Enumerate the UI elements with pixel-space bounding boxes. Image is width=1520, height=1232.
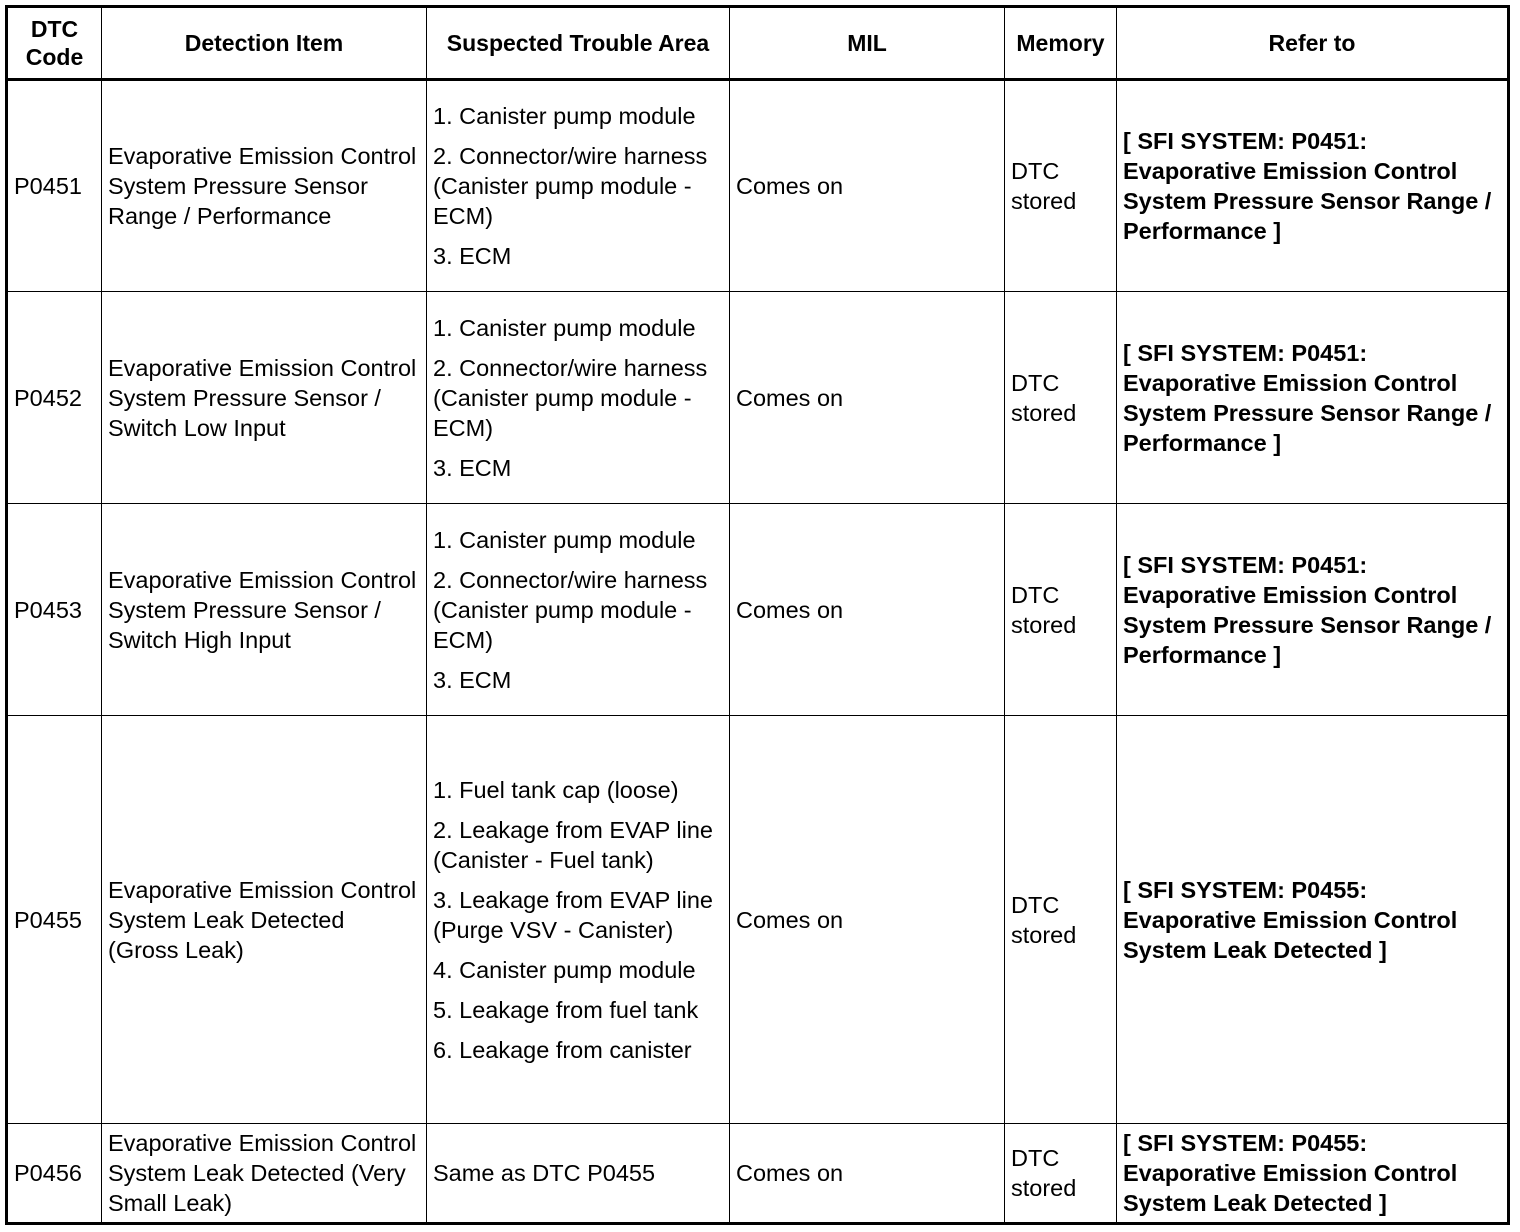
trouble-area-cell <box>427 1124 730 1224</box>
header-mil: MIL <box>730 7 1005 80</box>
trouble-area-item: Same as DTC P0455 <box>433 1160 656 1186</box>
trouble-area-list <box>433 525 723 695</box>
trouble-area-item: 2. Leakage from EVAP line (Canister - Fuel tank) <box>433 816 713 873</box>
table-row <box>7 716 1509 1124</box>
trouble-area-item: 1. Canister pump module <box>433 314 696 341</box>
header-row <box>7 7 1509 80</box>
trouble-area-item: 2. Connector/wire harness (Canister pump module - ECM) <box>433 566 708 653</box>
dtc-code-cell: P0451 <box>7 80 102 292</box>
trouble-area-item: 5. Leakage from fuel tank <box>433 996 699 1023</box>
dtc-code-cell: P0456 <box>7 1124 102 1224</box>
memory-cell: DTC stored <box>1005 80 1117 292</box>
trouble-area-item: 3. ECM <box>433 454 512 481</box>
table-row <box>7 292 1509 504</box>
trouble-area-item: 4. Canister pump module <box>433 956 696 983</box>
dtc-code-cell: P0455 <box>7 716 102 1124</box>
mil-cell: Comes on <box>730 292 1005 504</box>
refer-to-cell: [ SFI SYSTEM: P0455: Evaporative Emission Control System Leak Detected ] <box>1117 1124 1509 1224</box>
refer-to-cell: [ SFI SYSTEM: P0455: Evaporative Emission Control System Leak Detected ] <box>1117 716 1509 1124</box>
trouble-area-cell <box>427 292 730 504</box>
header-dtc-code-line1: DTC <box>30 16 79 42</box>
mil-cell: Comes on <box>730 1124 1005 1224</box>
trouble-area-list <box>433 101 723 271</box>
trouble-area-item: 3. Leakage from EVAP line (Purge VSV - Canister) <box>433 886 713 943</box>
header-suspected-trouble-area: Suspected Trouble Area <box>427 7 730 80</box>
trouble-area-item: 3. ECM <box>433 243 512 269</box>
memory-cell: DTC stored <box>1005 504 1117 716</box>
dtc-code-cell: P0452 <box>7 292 102 504</box>
mil-cell: Comes on <box>730 716 1005 1124</box>
detection-item-cell: Evaporative Emission Control System Pressure Sensor / Switch High Input <box>102 504 427 716</box>
memory-cell: DTC stored <box>1005 716 1117 1124</box>
trouble-area-item: 1. Canister pump module <box>433 526 696 553</box>
trouble-area-item: 1. Fuel tank cap (loose) <box>433 776 679 803</box>
detection-item-cell: Evaporative Emission Control System Pressure Sensor Range / Performance <box>102 80 427 292</box>
header-detection-item: Detection Item <box>102 7 427 80</box>
mil-cell: Comes on <box>730 80 1005 292</box>
detection-item-cell: Evaporative Emission Control System Leak Detected (Gross Leak) <box>102 716 427 1124</box>
mil-cell: Comes on <box>730 504 1005 716</box>
trouble-area-list <box>433 775 723 1065</box>
dtc-table <box>5 5 1510 1225</box>
refer-to-cell: [ SFI SYSTEM: P0451: Evaporative Emission Control System Pressure Sensor Range / Performance ] <box>1117 80 1509 292</box>
trouble-area-cell <box>427 80 730 292</box>
memory-cell: DTC stored <box>1005 292 1117 504</box>
table-row <box>7 80 1509 292</box>
dtc-code-cell: P0453 <box>7 504 102 716</box>
memory-cell: DTC stored <box>1005 1124 1117 1224</box>
detection-item-cell: Evaporative Emission Control System Leak Detected (Very Small Leak) <box>102 1124 427 1224</box>
header-refer-to: Refer to <box>1117 7 1509 80</box>
trouble-area-item: 1. Canister pump module <box>433 103 696 129</box>
trouble-area-item: 3. ECM <box>433 666 512 693</box>
trouble-area-list <box>433 1158 723 1188</box>
refer-to-cell: [ SFI SYSTEM: P0451: Evaporative Emission Control System Pressure Sensor Range / Performance ] <box>1117 504 1509 716</box>
trouble-area-list <box>433 313 723 483</box>
header-dtc-code <box>7 7 102 80</box>
refer-to-cell: [ SFI SYSTEM: P0451: Evaporative Emission Control System Pressure Sensor Range / Performance ] <box>1117 292 1509 504</box>
header-memory: Memory <box>1005 7 1117 80</box>
trouble-area-cell <box>427 716 730 1124</box>
table-row <box>7 1124 1509 1224</box>
table-row <box>7 504 1509 716</box>
trouble-area-item: 6. Leakage from canister <box>433 1036 692 1063</box>
trouble-area-item: 2. Connector/wire harness (Canister pump module - ECM) <box>433 143 708 229</box>
header-dtc-code-line2: Code <box>25 44 84 70</box>
detection-item-cell: Evaporative Emission Control System Pressure Sensor / Switch Low Input <box>102 292 427 504</box>
trouble-area-cell <box>427 504 730 716</box>
trouble-area-item: 2. Connector/wire harness (Canister pump module - ECM) <box>433 354 708 441</box>
